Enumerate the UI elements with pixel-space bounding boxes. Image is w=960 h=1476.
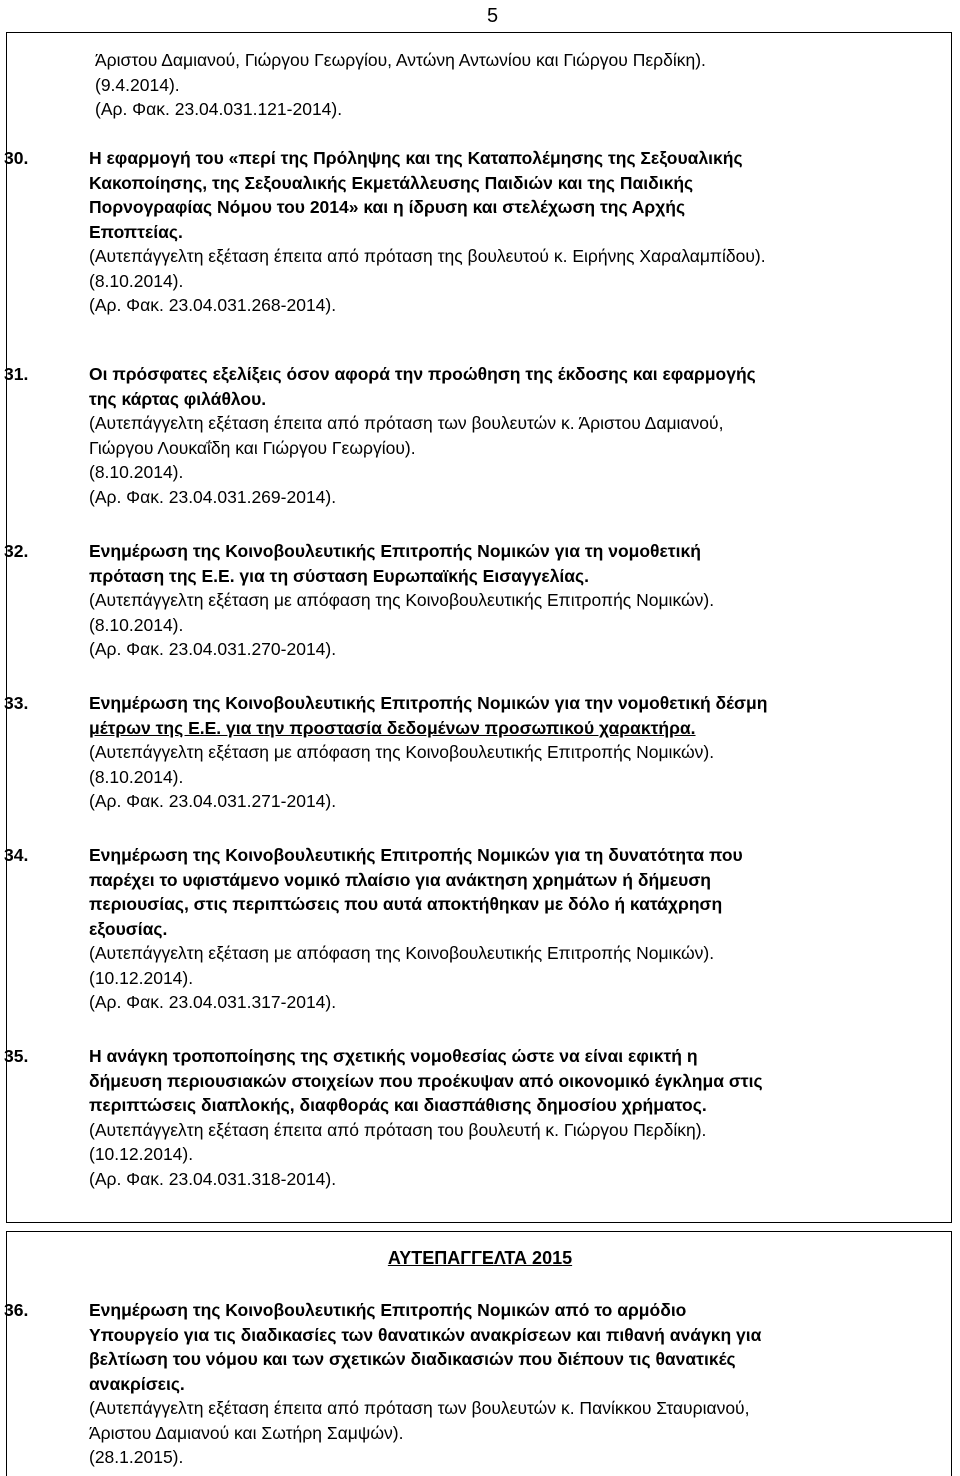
item-detail: Άριστου Δαμιανού και Σωτήρη Σαμψών). (89, 1422, 404, 1443)
item-title: Ενημέρωση της Κοινοβουλευτικής Επιτροπής Νομικών για τη δυνατότητα που παρέχει το υφιστάμενο νομικό πλαίσιο για ανάκτηση χρημάτων ή δήμευση περιουσίας, στις περιπτώσεις που αυτά αποκτήθηκαν με δόλο ή κατάχρηση εξουσίας. (89, 845, 743, 939)
item-title: Η εφαρμογή του «περί της Πρόληψης και της Καταπολέμησης της Σεξουαλικής Κακοποίησης, της Σεξουαλικής Εκμετάλλευσης Παιδιών και της Παιδικής Πορνογραφίας Νόμου του 2014» και η ίδρυση και στελέχωση της Αρχής Εποπτείας. (89, 148, 743, 242)
item-file-ref: (Αρ. Φακ. 23.04.031.270-2014). (89, 639, 337, 659)
item-number: 30. (4, 148, 29, 168)
item-number: 33. (4, 693, 29, 713)
item-date: (8.10.2014). (89, 766, 184, 787)
item-title: Ενημέρωση της Κοινοβουλευτικής Επιτροπής Νομικών για τη νομοθετική πρόταση της Ε.Ε. για τη σύσταση Ευρωπαϊκής Εισαγγελίας. (89, 541, 701, 586)
item-detail: (Αυτεπάγγελτη εξέταση έπειτα από πρόταση της βουλευτού κ. Ειρήνης Χαραλαμπίδου). (89, 246, 766, 266)
item-detail: (Αυτεπάγγελτη εξέταση με απόφαση της Κοινοβουλευτικής Επιτροπής Νομικών). (89, 590, 715, 610)
page-number: 5 (487, 5, 499, 27)
item-number: 34. (4, 845, 29, 865)
item-file-ref: (Αρ. Φακ. 23.04.031.269-2014). (89, 486, 337, 507)
item-number: 35. (4, 1046, 29, 1066)
item-title: Η ανάγκη τροποποίησης της σχετικής νομοθεσίας ώστε να είναι εφικτή η δήμευση περιουσιακών στοιχείων που προέκυψαν από οικονομικό έγκλημα στις περιπτώσεις διαπλοκής, διαφθοράς και διασπάθισης δημοσίου χρήματος. (89, 1046, 763, 1115)
item-date: (8.10.2014). (89, 270, 184, 291)
item-date: (8.10.2014). (89, 614, 184, 635)
item-date: (10.12.2014). (89, 1144, 194, 1164)
item-detail: (Αυτεπάγγελτη εξέταση έπειτα από πρόταση των βουλευτών κ. Πανίκκου Σταυριανού, (89, 1398, 750, 1418)
item-date: (8.10.2014). (89, 462, 184, 482)
item-file-ref: (Αρ. Φακ. 23.04.031.317-2014). (89, 992, 337, 1012)
section-heading: ΑΥΤΕΠΑΓΓΕΛΤΑ 2015 (387, 1248, 573, 1268)
item-detail: Γιώργου Λουκαΐδη και Γιώργου Γεωργίου). (89, 437, 416, 458)
item-title: Ενημέρωση της Κοινοβουλευτικής Επιτροπής Νομικών από το αρμόδιο Υπουργείο για τις διαδικασίες των θανατικών ανακρίσεων και πιθανή ανάγκη για βελτίωση του νόμου και των σχετικών διαδικασιών που διέπουν τις θανατικές ανακρίσεις. (89, 1300, 762, 1394)
continuation-line: (Αρ. Φακ. 23.04.031.121-2014). (95, 99, 343, 119)
item-file-ref: (Αρ. Φακ. 23.04.031.268-2014). (89, 295, 337, 315)
item-date: (28.1.2015). (89, 1447, 184, 1467)
item-detail: (Αυτεπάγγελτη εξέταση έπειτα από πρόταση του βουλευτή κ. Γιώργου Περδίκη). (89, 1119, 707, 1140)
item-number: 31. (4, 364, 29, 384)
item-file-ref: (Αρ. Φακ. 23.04.031.271-2014). (89, 791, 337, 811)
item-title: Οι πρόσφατες εξελίξεις όσον αφορά την προώθηση της έκδοσης και εφαρμογής της κάρτας φιλάθλου. (89, 364, 756, 409)
item-title: Ενημέρωση της Κοινοβουλευτικής Επιτροπής Νομικών για την νομοθετική δέσμη μέτρων της Ε.Ε. για την προστασία δεδομένων προσωπικού χαρακτήρα. (89, 693, 768, 738)
item-date: (10.12.2014). (89, 967, 194, 988)
item-detail: (Αυτεπάγγελτη εξέταση έπειτα από πρόταση των βουλευτών κ. Άριστου Δαμιανού, (89, 413, 724, 433)
item-detail: (Αυτεπάγγελτη εξέταση με απόφαση της Κοινοβουλευτικής Επιτροπής Νομικών). (89, 943, 715, 963)
continuation-line: Άριστου Δαμιανού, Γιώργου Γεωργίου, Αντώνη Αντωνίου και Γιώργου Περδίκη). (95, 50, 706, 70)
item-file-ref: (Αρ. Φακ. 23.04.031.318-2014). (89, 1168, 337, 1189)
item-number: 32. (4, 541, 29, 561)
item-detail: (Αυτεπάγγελτη εξέταση με απόφαση της Κοινοβουλευτικής Επιτροπής Νομικών). (89, 742, 715, 762)
item-number: 36. (4, 1300, 29, 1320)
continuation-line: (9.4.2014). (95, 74, 180, 95)
continuation-text (95, 48, 935, 122)
